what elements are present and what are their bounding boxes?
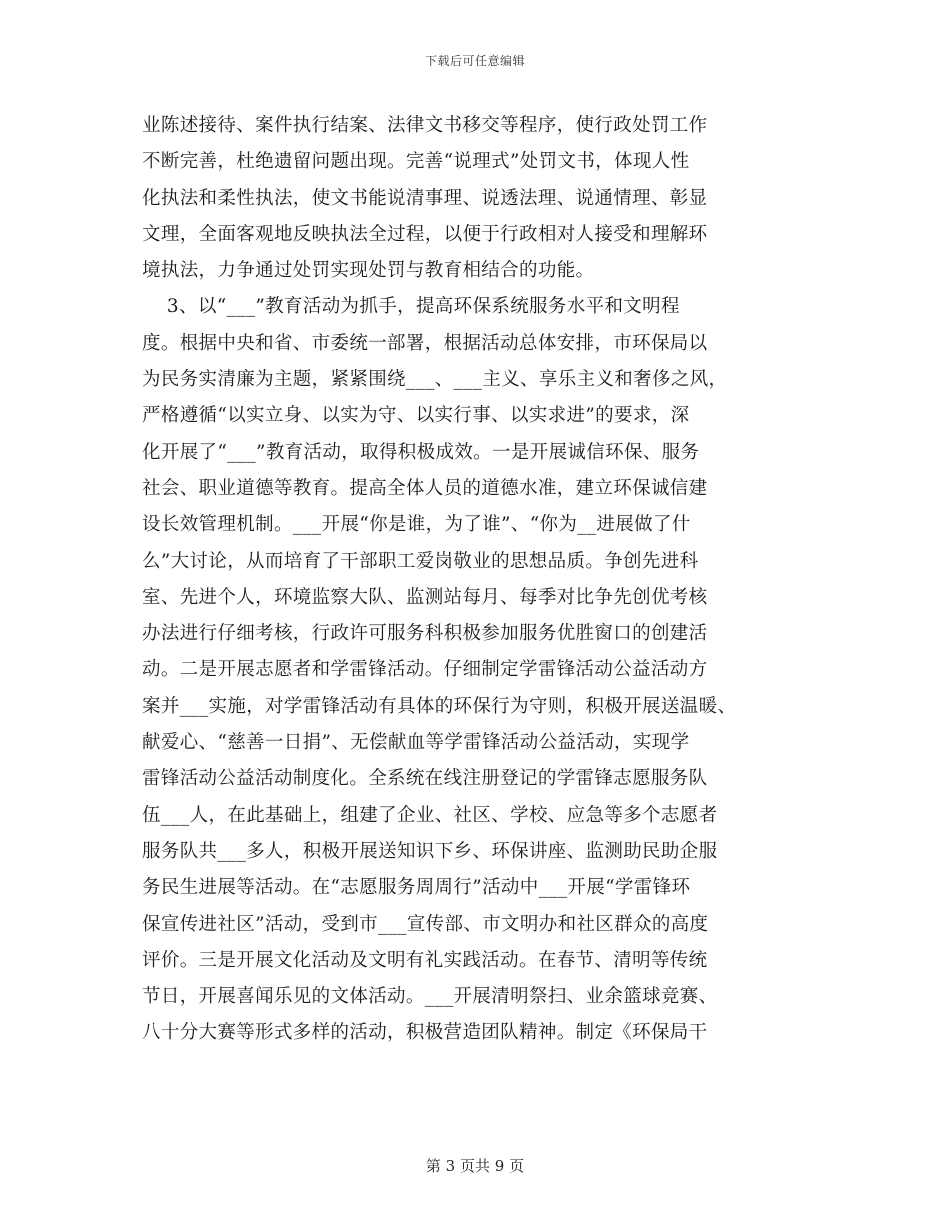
page-header: 下载后可任意编辑	[424, 54, 525, 68]
text-line: 节日，开展喜闻乐见的文体活动。___开展清明祭扫、业余篮球竞赛、	[142, 986, 718, 1008]
text-line: 八十分大赛等形式多样的活动，积极营造团队精神。制定《环保局干	[142, 1022, 708, 1044]
text-line: 评价。三是开展文化活动及文明有礼实践活动。在春节、清明等传统	[142, 949, 708, 971]
text-line: 化开展了“___”教育活动，取得积极成效。一是开展诚信环保、服务	[142, 441, 700, 463]
text-line: 服务队共___多人，积极开展送知识下乡、环保讲座、监测助民助企服	[142, 840, 718, 862]
text-line: 动。二是开展志愿者和学雷锋活动。仔细制定学雷锋活动公益活动方	[142, 659, 708, 681]
text-line: 度。根据中央和省、市委统一部署，根据活动总体安排，市环保局以	[142, 332, 708, 354]
text-line: 不断完善，杜绝遗留问题出现。完善“说理式”处罚文书，体现人性	[142, 151, 690, 173]
text-line: 境执法，力争通过处罚实现处罚与教育相结合的功能。	[142, 260, 595, 282]
page-number: 第 3 页共 9 页	[425, 1157, 525, 1175]
text-line: 么”大讨论，从而培育了干部职工爱岗敬业的思想品质。争创先进科	[142, 550, 699, 572]
text-line: 案并___实施，对学雷锋活动有具体的环保行为守则，积极开展送温暖、	[142, 695, 737, 717]
document-body	[142, 108, 812, 1052]
text-line: 社会、职业道德等教育。提高全体人员的道德水准，建立环保诚信建	[142, 477, 708, 499]
text-line: 为民务实清廉为主题，紧紧围绕___、___主义、享乐主义和奢侈之风，	[142, 369, 728, 391]
text-line: 设长效管理机制。___开展“你是谁，为了谁”、“你为__进展做了什	[142, 514, 691, 536]
text-line: 保宣传进社区”活动，受到市___宣传部、市文明办和社区群众的高度	[142, 913, 709, 935]
text-line: 严格遵循“以实立身、以实为守、以实行事、以实求进”的要求，深	[142, 405, 690, 427]
text-line: 雷锋活动公益活动制度化。全系统在线注册登记的学雷锋志愿服务队	[142, 768, 708, 790]
text-line: 文理，全面客观地反映执法全过程，以便于行政相对人接受和理解环	[142, 223, 708, 245]
text-line: 伍___人，在此基础上，组建了企业、社区、学校、应急等多个志愿者	[142, 804, 718, 826]
text-line: 务民生进展等活动。在“志愿服务周周行”活动中___开展“学雷锋环	[142, 877, 691, 899]
text-line: 献爱心、“慈善一日捐”、无偿献血等学雷锋活动公益活动，实现学	[142, 732, 690, 754]
text-line: 3、以“___”教育活动为抓手，提高环保系统服务水平和文明程	[142, 296, 680, 318]
text-line: 化执法和柔性执法，使文书能说清事理、说透法理、说通情理、彰显	[142, 187, 708, 209]
text-line: 室、先进个人，环境监察大队、监测站每月、每季对比争先创优考核	[142, 586, 708, 608]
text-line: 办法进行仔细考核，行政许可服务科积极参加服务优胜窗口的创建活	[142, 623, 708, 645]
text-line: 业陈述接待、案件执行结案、法律文书移交等程序，使行政处罚工作	[142, 115, 708, 136]
